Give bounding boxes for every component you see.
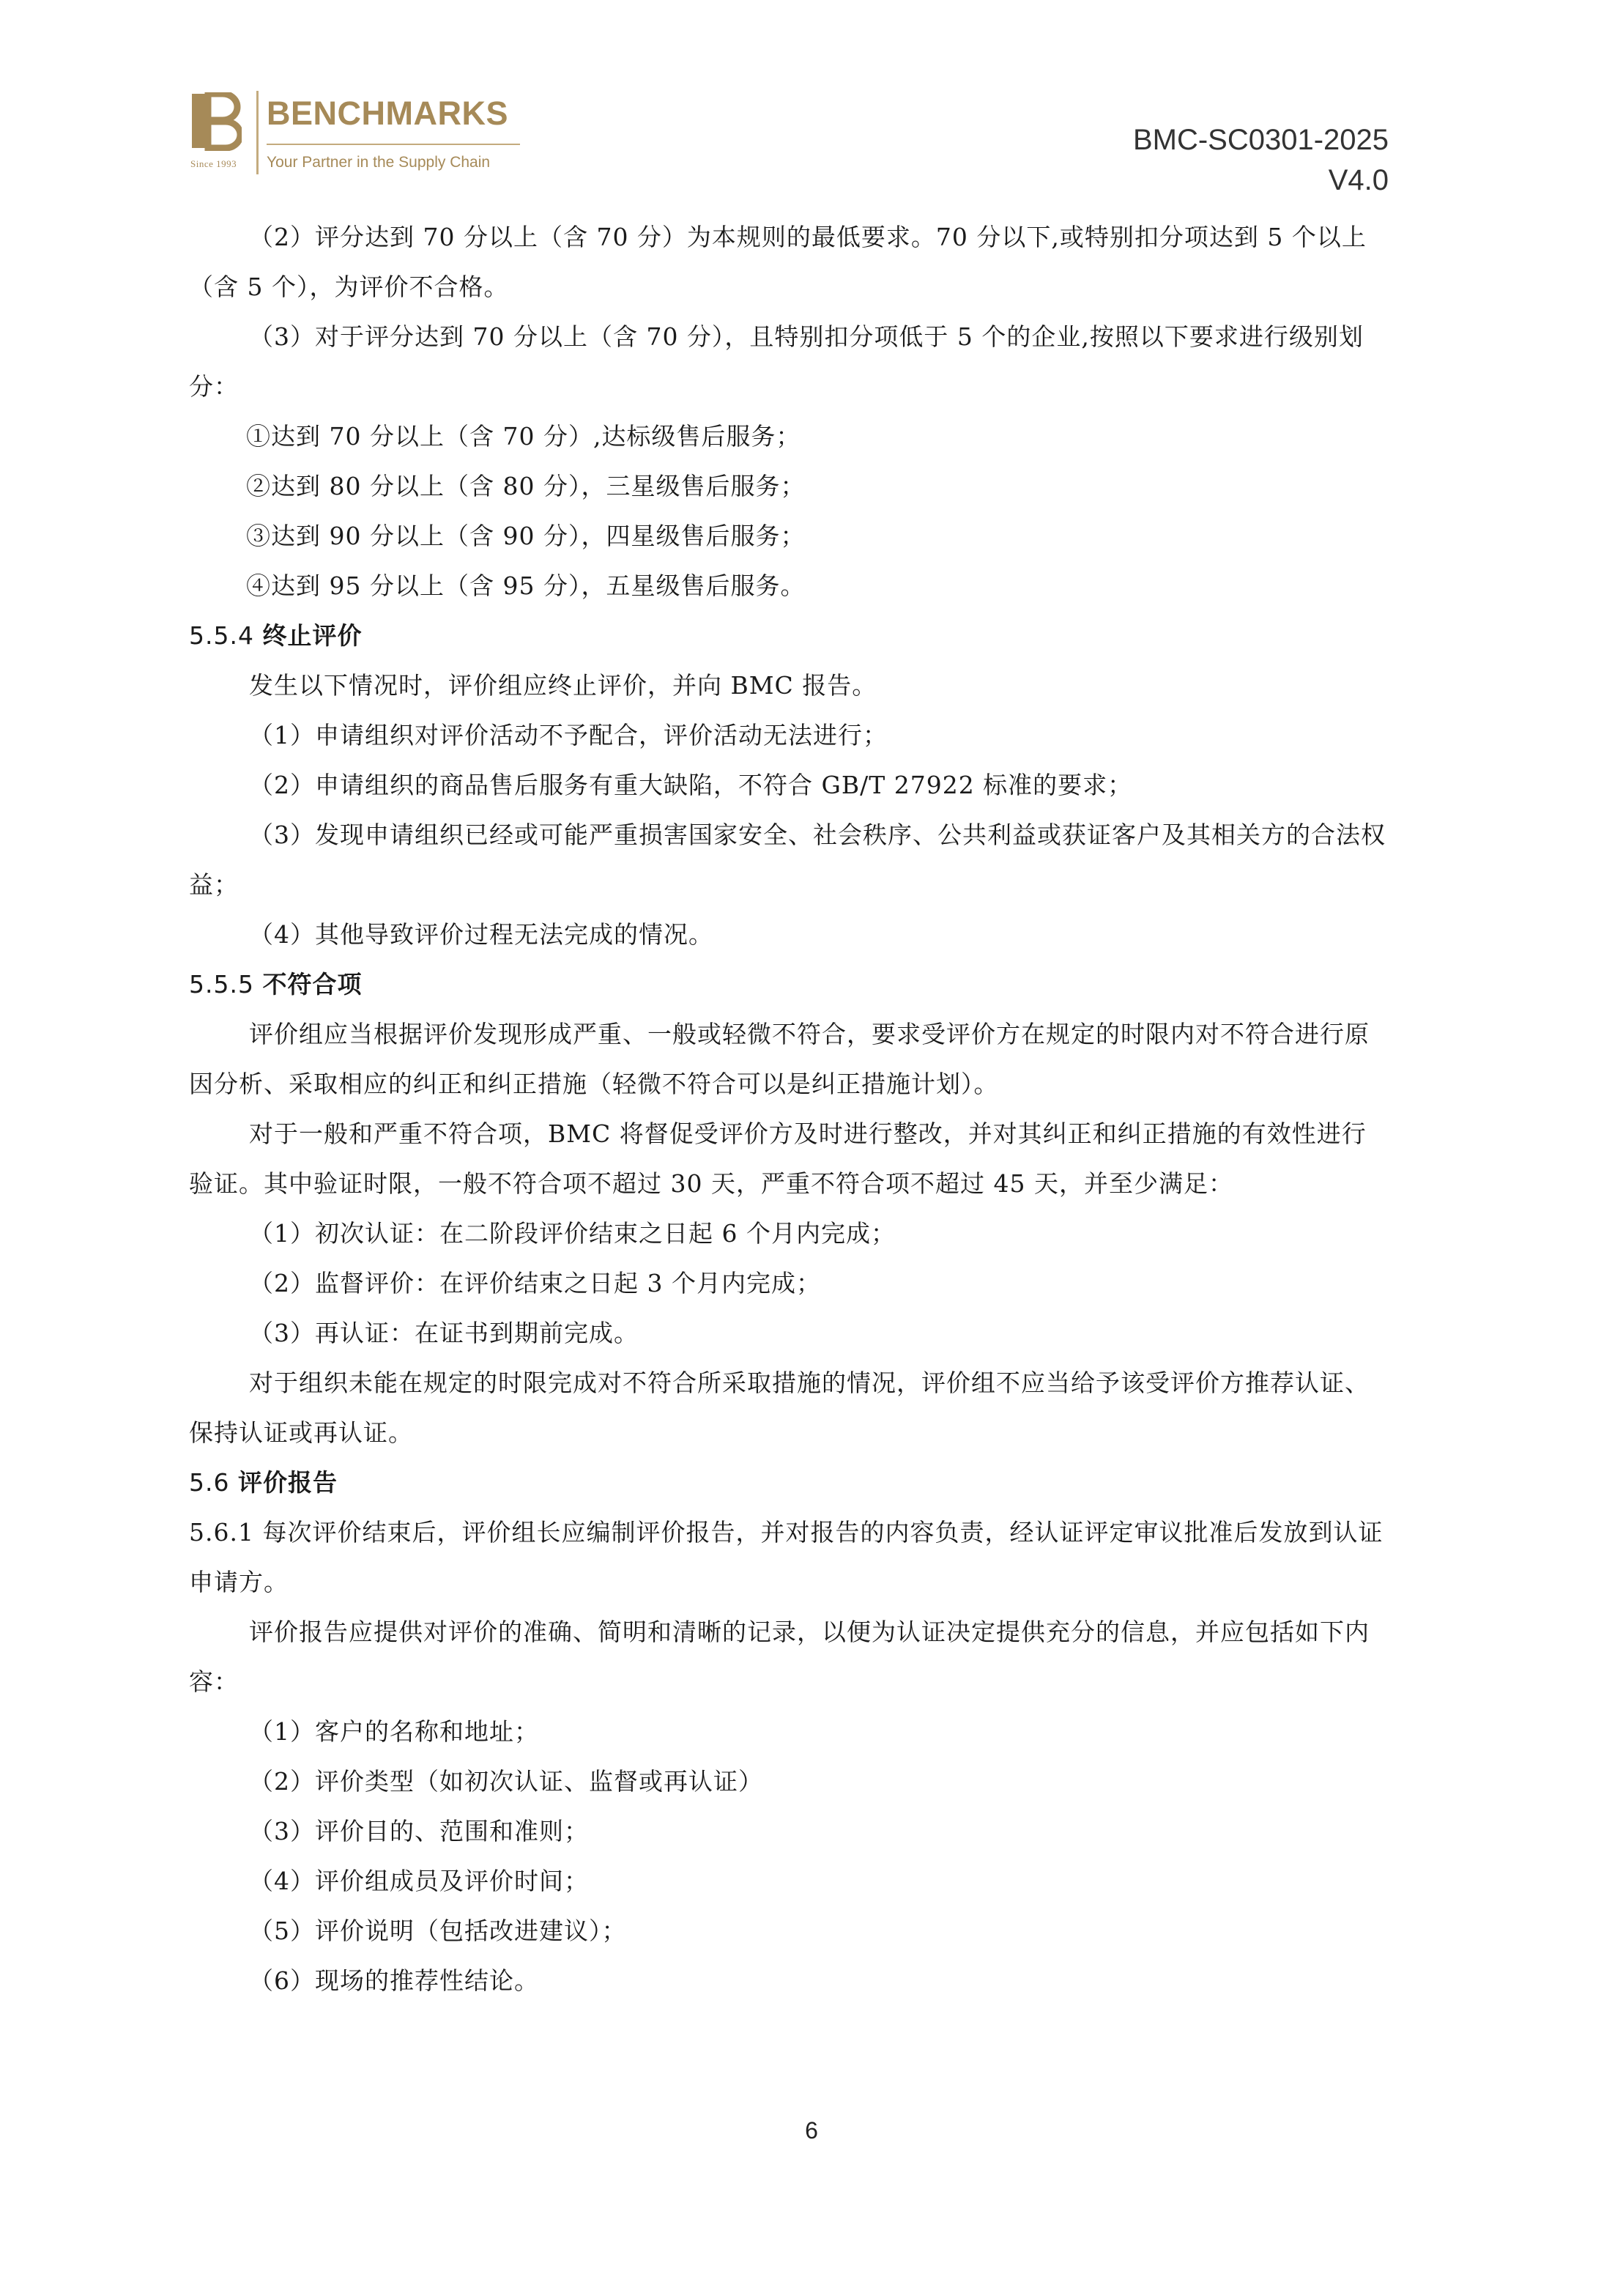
document-code: BMC-SC0301-2025 [1132, 124, 1389, 156]
list-item-deadline: （3）再认证：在证书到期前完成。 [249, 1319, 639, 1347]
list-item-termination: （2）申请组织的商品售后服务有重大缺陷，不符合 GB/T 27922 标准的要求； [249, 771, 1133, 799]
paragraph-nonconformity: 评价组应当根据评价发现形成严重、一般或轻微不符合，要求受评价方在规定的时限内对不符合进行原因分析、采取相应的纠正和纠正措施（轻微不符合可以是纠正措施计划）。 [189, 1020, 1370, 1098]
logo-rule [267, 144, 520, 145]
section-number: 5.5.5 [189, 970, 254, 999]
logo-divider [256, 91, 259, 174]
list-item-termination: （3）发现申请组织已经或可能严重损害国家安全、社会秩序、公共利益或获证客户及其相关方的合法权益； [189, 821, 1386, 899]
paragraph-failure: 对于组织未能在规定的时限完成对不符合所采取措施的情况，评价组不应当给予该受评价方推荐认证、保持认证或再认证。 [189, 1369, 1370, 1447]
logo-since-text: Since 1993 [190, 158, 237, 169]
document-version: V4.0 [1328, 164, 1389, 196]
paragraph-termination-intro: 发生以下情况时，评价组应终止评价，并向 BMC 报告。 [249, 671, 877, 700]
list-item-deadline: （1）初次认证：在二阶段评价结束之日起 6 个月内完成； [249, 1219, 896, 1248]
list-item-level: ②达到 80 分以上（含 80 分），三星级售后服务； [246, 472, 806, 500]
list-item-report: （2）评价类型（如初次认证、监督或再认证） [249, 1767, 763, 1796]
section-title: 终止评价 [262, 621, 363, 650]
paragraph-grading: （3）对于评分达到 70 分以上（含 70 分），且特别扣分项低于 5 个的企业,按照以下要求进行级别划分： [189, 322, 1364, 401]
list-item-report: （5）评价说明（包括改进建议）； [249, 1917, 627, 1945]
list-item-level: ③达到 90 分以上（含 90 分），四星级售后服务； [246, 522, 806, 550]
logo-tagline: Your Partner in the Supply Chain [267, 154, 491, 171]
section-number: 5.5.4 [189, 621, 254, 650]
page-body [189, 212, 1390, 2006]
section-title: 不符合项 [262, 970, 363, 999]
paragraph-min-score: （2）评分达到 70 分以上（含 70 分）为本规则的最低要求。70 分以下,或特别扣分项达到 5 个以上（含 5 个），为评价不合格。 [189, 223, 1367, 301]
list-item-termination: （4）其他导致评价过程无法完成的情况。 [249, 920, 713, 949]
section-title: 评价报告 [237, 1468, 338, 1497]
page-number: 6 [805, 2117, 818, 2144]
section-heading-5-5-4 [189, 611, 1390, 661]
list-item-level: ①达到 70 分以上（含 70 分）,达标级售后服务； [246, 422, 801, 451]
paragraph-5-6-1: 5.6.1 每次评价结束后，评价组长应编制评价报告，并对报告的内容负责，经认证评定审议批准后发放到认证申请方。 [189, 1518, 1384, 1596]
list-item-level: ④达到 95 分以上（含 95 分），五星级售后服务。 [246, 571, 806, 600]
paragraph-verification: 对于一般和严重不符合项，BMC 将督促受评价方及时进行整改，并对其纠正和纠正措施的有效性进行验证。其中验证时限，一般不符合项不超过 30 天，严重不符合项不超过 45 天，并至少满足： [189, 1119, 1367, 1198]
benchmarks-logo-mark-icon [189, 92, 242, 151]
company-logo [189, 88, 526, 183]
list-item-report: （6）现场的推荐性结论。 [249, 1966, 539, 1995]
list-item-report: （3）评价目的、范围和准则； [249, 1817, 589, 1845]
logo-brand-name: BENCHMARKS [267, 95, 508, 132]
list-item-termination: （1）申请组织对评价活动不予配合，评价活动无法进行； [249, 721, 888, 749]
section-number: 5.6 [189, 1468, 230, 1497]
section-heading-5-5-5 [189, 960, 1390, 1010]
section-heading-5-6 [189, 1458, 1390, 1508]
list-item-report: （1）客户的名称和地址； [249, 1717, 539, 1746]
paragraph-report-content: 评价报告应提供对评价的准确、简明和清晰的记录，以便为认证决定提供充分的信息，并应包括如下内容： [189, 1618, 1370, 1696]
list-item-deadline: （2）监督评价：在评价结束之日起 3 个月内完成； [249, 1269, 821, 1297]
document-meta [1133, 120, 1389, 201]
list-item-report: （4）评价组成员及评价时间； [249, 1867, 589, 1895]
